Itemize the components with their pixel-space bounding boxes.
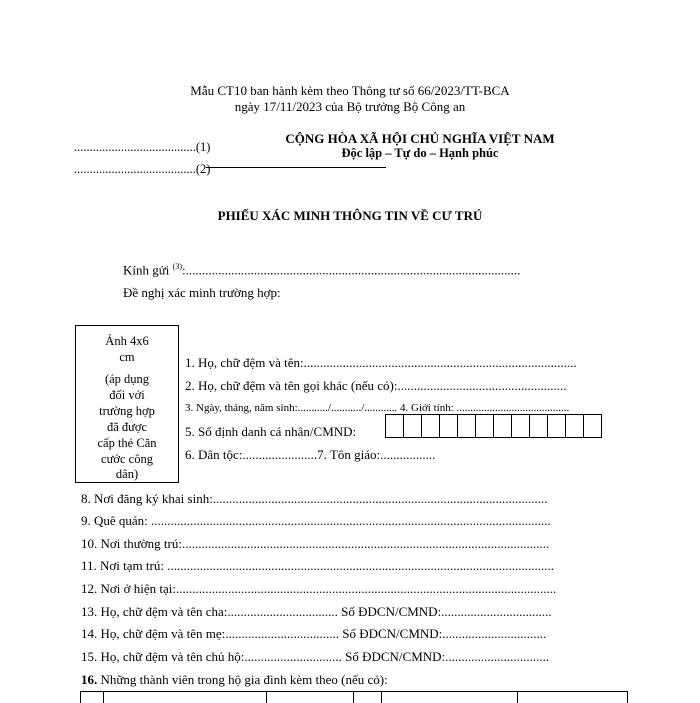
kinh-gui-line <box>123 262 520 278</box>
field-hometown: 9. Quê quán: ........................................................................................................................... <box>81 513 551 528</box>
field-ethnicity-religion: 6. Dân tộc:.......................7. Tôn giáo:................. <box>185 447 436 462</box>
field-id-number-label: 5. Số định danh cá nhân/CMND: <box>185 424 357 439</box>
photo-line-4: đối với <box>109 388 145 402</box>
kinh-gui-label: Kính gửi <box>123 262 173 278</box>
field-current-residence: 12. Nơi ở hiện tại:..................................................................................................................... <box>81 581 557 596</box>
template-line-2: ngày 17/11/2023 của Bộ trưởng Bộ Công an <box>234 99 466 114</box>
field-other-name: 2. Họ, chữ đệm và tên gọi khác (nếu có):.................................................... <box>185 378 567 393</box>
photo-line-8: cước công <box>101 452 153 466</box>
agency-field-2: .......................................(2) <box>74 162 211 176</box>
id-digit-box <box>475 414 494 438</box>
de-nghi-label: Đề nghị xác minh trường hợp: <box>123 285 281 300</box>
field-household-head: 15. Họ, chữ đệm và tên chủ hộ:.............................. Số ĐDCN/CMND:................................ <box>81 649 550 664</box>
kinh-gui-note: (3) <box>172 262 182 271</box>
table-col-divider <box>381 692 382 703</box>
photo-line-6: đã được <box>106 420 148 434</box>
field-mother: 14. Họ, chữ đệm và tên mẹ:................................... Số ĐDCN/CMND:................................ <box>81 626 547 641</box>
id-number-boxes <box>386 414 602 438</box>
id-digit-box <box>511 414 530 438</box>
template-line-1: Mẫu CT10 ban hành kèm theo Thông tư số 66/2023/TT-BCA <box>190 83 510 98</box>
id-digit-box <box>457 414 476 438</box>
id-digit-box <box>583 414 602 438</box>
table-col-divider <box>517 692 518 703</box>
id-digit-box <box>403 414 422 438</box>
agency-field-1: .......................................(1) <box>74 140 211 154</box>
photo-line-1: Ảnh 4x6 <box>105 334 149 348</box>
id-digit-box <box>493 414 512 438</box>
table-col-divider <box>266 692 267 703</box>
kinh-gui-dots: :....................................................................................................... <box>182 262 521 278</box>
field-16-text: Những thành viên trong hộ gia đình kèm theo (nếu có): <box>97 672 388 687</box>
field-temporary-residence: 11. Nơi tạm trú: ....................................................................................................................... <box>81 558 554 573</box>
id-digit-box <box>439 414 458 438</box>
field-16-number: 16. <box>81 672 98 687</box>
photo-line-5: trường hợp <box>99 404 155 418</box>
field-dob-gender: 3. Ngày, tháng, năm sinh:.........../.........../............ 4. Giới tính: ......................................... <box>185 402 570 414</box>
national-motto: Độc lập – Tự do – Hạnh phúc <box>341 146 499 160</box>
id-digit-box <box>547 414 566 438</box>
nation-title: CỘNG HÒA XÃ HỘI CHỦ NGHĨA VIỆT NAM <box>285 131 555 146</box>
id-digit-box <box>565 414 584 438</box>
photo-line-9: dân) <box>115 467 139 481</box>
form-title: PHIẾU XÁC MINH THÔNG TIN VỀ CƯ TRÚ <box>217 208 483 223</box>
field-full-name: 1. Họ, chữ đệm và tên:.................................................................................... <box>185 355 577 370</box>
field-permanent-residence: 10. Nơi thường trú:................................................................................................................. <box>81 536 550 551</box>
field-father: 13. Họ, chữ đệm và tên cha:.................................. Số ĐDCN/CMND:.................................. <box>81 604 552 619</box>
field-birth-registration: 8. Nơi đăng ký khai sinh:....................................................................................................... <box>81 491 548 506</box>
id-digit-box <box>385 414 404 438</box>
table-col-divider <box>103 692 104 703</box>
household-members-table <box>80 691 628 703</box>
photo-line-7: cấp thẻ Căn <box>97 436 157 450</box>
photo-line-2: cm <box>119 350 135 364</box>
id-digit-box <box>421 414 440 438</box>
table-col-divider <box>353 692 354 703</box>
photo-box <box>75 325 179 483</box>
field-household-members <box>81 672 388 688</box>
agency-underline <box>206 167 386 168</box>
photo-line-3: (áp dụng <box>104 372 150 386</box>
id-digit-box <box>529 414 548 438</box>
